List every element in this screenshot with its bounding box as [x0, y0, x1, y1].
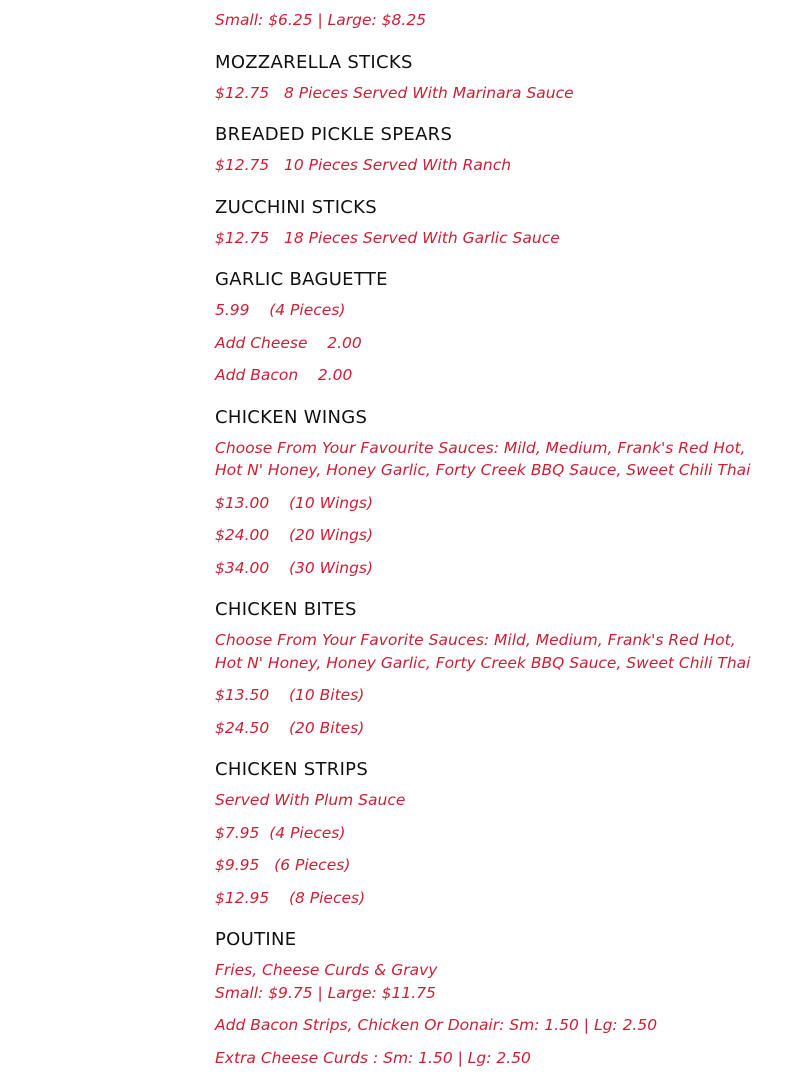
- menu-item-chicken-wings: [215, 406, 760, 580]
- menu-item-chicken-bites: [215, 598, 760, 739]
- item-description: Choose From Your Favorite Sauces: Mild, Medium, Frank's Red Hot, Hot N' Honey, Honey Garlic, Forty Creek BBQ Sauce, Sweet Chili Thai: [215, 631, 751, 672]
- item-title: ZUCCHINI STICKS: [215, 196, 378, 218]
- item-price: 5.99 (4 Pieces): [215, 301, 346, 319]
- item-description: Served With Plum Sauce: [215, 791, 406, 809]
- item-price: $13.00 (10 Wings): [215, 493, 374, 512]
- item-title: POUTINE: [215, 929, 297, 950]
- item-title: MOZZARELLA STICKS: [215, 51, 413, 73]
- item-title: GARLIC BAGUETTE: [215, 269, 388, 290]
- menu-item-onion-rings: [215, 0, 760, 32]
- item-title: [215, 0, 760, 2]
- item-price: $12.75 10 Pieces Served With Ranch: [215, 156, 512, 174]
- item-price: $24.50 (20 Bites): [215, 718, 365, 737]
- item-title: CHICKEN STRIPS: [215, 759, 369, 780]
- item-price: $12.95 (8 Pieces): [215, 888, 366, 907]
- item-price: $12.75 8 Pieces Served With Marinara Sauce: [215, 83, 574, 102]
- item-title: CHICKEN WINGS: [215, 406, 368, 428]
- item-price: $12.75 18 Pieces Served With Garlic Sauce: [215, 228, 560, 247]
- item-description: Choose From Your Favourite Sauces: Mild, Medium, Frank's Red Hot, Hot N' Honey, Honey Garlic, Forty Creek BBQ Sauce, Sweet Chili Thai: [215, 438, 751, 479]
- item-price: Small: $6.25 | Large: $8.25: [215, 11, 427, 29]
- item-title: BREADED PICKLE SPEARS: [215, 124, 453, 145]
- menu-list: [215, 0, 760, 1079]
- menu-item-mozzarella-sticks: [215, 51, 760, 105]
- menu-item-garlic-baguette: [215, 268, 760, 387]
- item-price: $9.95 (6 Pieces): [215, 856, 351, 874]
- item-addon: Extra Cheese Curds : Sm: 1.50 | Lg: 2.50: [215, 1048, 531, 1067]
- item-price: $34.00 (30 Wings): [215, 558, 374, 577]
- item-description: Fries, Cheese Curds & Gravy: [215, 961, 438, 979]
- item-price: Small: $9.75 | Large: $11.75: [215, 983, 436, 1002]
- menu-item-chicken-strips: [215, 758, 760, 909]
- menu-item-poutine: [215, 928, 760, 1069]
- item-addon: Add Cheese 2.00: [215, 333, 362, 352]
- item-price: $7.95 (4 Pieces): [215, 823, 346, 842]
- item-addon: Add Bacon Strips, Chicken Or Donair: Sm: 1.50 | Lg: 2.50: [215, 1016, 658, 1034]
- item-price: $13.50 (10 Bites): [215, 686, 365, 704]
- item-addon: Add Bacon 2.00: [215, 366, 353, 384]
- item-title: CHICKEN BITES: [215, 599, 357, 620]
- menu-item-breaded-pickle-spears: [215, 123, 760, 177]
- menu-item-zucchini-sticks: [215, 196, 760, 250]
- item-price: $24.00 (20 Wings): [215, 526, 374, 544]
